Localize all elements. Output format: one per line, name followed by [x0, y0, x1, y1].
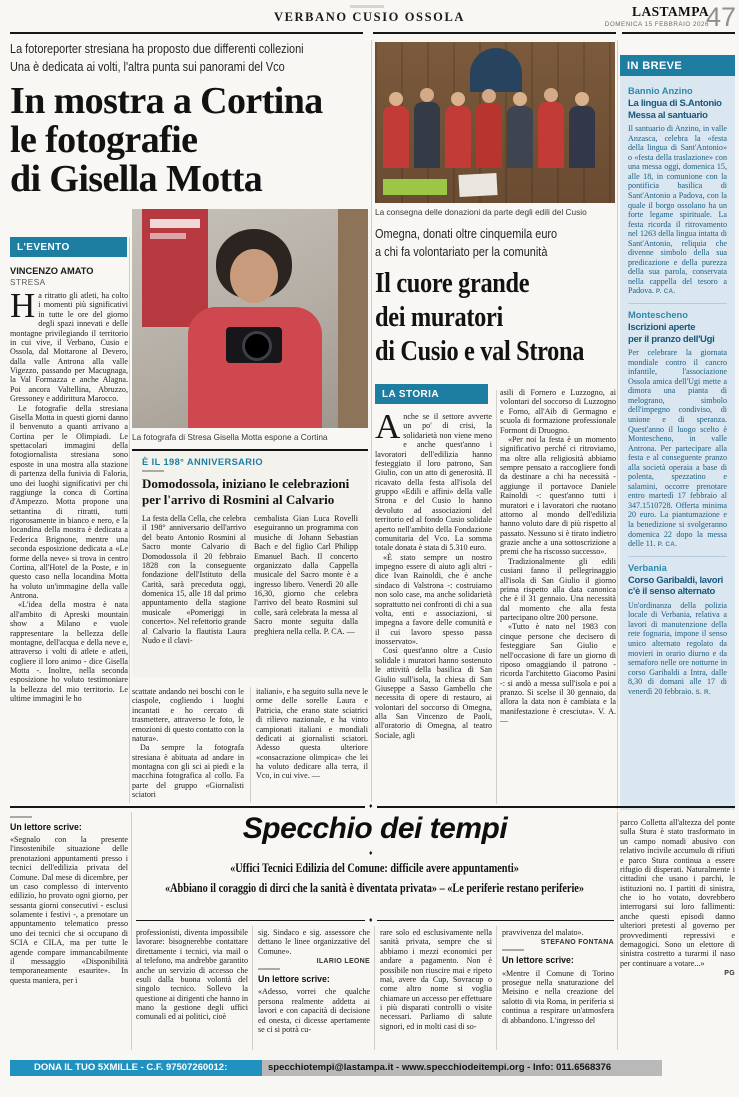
- header-rule-left: [10, 32, 363, 34]
- photo2-jacket-shape: [538, 102, 564, 168]
- brief-title: Iscrizioni aperte per il pranzo dell'Ugi: [628, 322, 715, 345]
- column-divider: [129, 237, 130, 803]
- photo1-door-shape: [338, 209, 368, 428]
- brief-body: Un'ordinanza della polizia locale di Verbania, relativa a lavori di manutenzione della rete fognaria, impone il senso unico alternato regolato da movieri in orario diurno e da semaforo nelle ore notturne in corso Garibaldi a Intra, dalle 8,30 di domani alle 17 di venerdì 20 febbraio. S. R.: [628, 600, 727, 696]
- photo2-head-shape: [482, 89, 496, 103]
- middle-col2-p3: Tradizionalmente gli edili cusiani fanno il pellegrinaggio all'isola di San Giulio il giorno prima rispetto alla data canonica che è il 31 gennaio. Una necessità dal momento che alla festa partecipano oltre 200 persone.: [500, 556, 616, 622]
- letter-signature: PG: [724, 970, 735, 977]
- photo1-caption: La fotografa di Stresa Gisella Motta espone a Cortina: [132, 432, 328, 442]
- photo1-poster-text-shape2: [150, 233, 186, 239]
- photo2-window-shape: [470, 48, 522, 92]
- event-badge: L'EVENTO: [10, 237, 127, 257]
- specchio-colB: professionisti, diventa impossibile lavorare: bisognerebbe contattare direttamente i tecnici, via mail o al telefono, ma andrebbe garantito anche un servizio di accesso che esuli dalla buona volontà del singolo tecnico. Sollevo la questione ai dirigenti che hanno in mano la gestione degli uffici comunali ed ai politici, cioè: [136, 928, 248, 1022]
- anniversary-col1: La festa della Cella, che celebra il 198° anniversario dell'arrivo del beato Antonio Rosmini al Sacro monte Calvario di Domodossola il 20 febbraio 1828 con la conseguente fondazione dell'Istituto della Carità, sarà preceduta oggi, domenica 15, alle 18 dal primo appuntamento della stagione musicale «Pomeriggi in concerto». Nel refettorio grande al Calvario la flautista Laura Nudo e il clavi-: [142, 514, 246, 645]
- main-body-col1: [10, 291, 128, 803]
- photo2-caption: La consegna delle donazioni da parte degli edili del Cusio: [375, 207, 587, 217]
- brief-title: La lingua di S.Antonio Messa al santuario: [628, 98, 722, 121]
- specchio-colC: sig. Sindaco e sig. assessore che dettano le linee organizzative del Comune». ILARIO LEONE Un lettore scrive: «Adesso, vorrei che qualche persona realmente addetta ai lavori e con capacità di decisione ed onesta, ci dicesse apertamente se ci si potrà cu-: [258, 928, 370, 1034]
- drop-cap: H: [10, 291, 36, 325]
- anniversary-col2: cembalista Gian Luca Rovelli eseguiranno un programma con musiche di Johann Sebastian Bach e del figlio Carl Philipp Emanuel Bach. Il concerto organizzato dalla Cappella musicale del Sacro monte è a ingresso libero. Venerdì 20 alle 16,30, giorno che celebra l'arrivo del beato Rosmini sul colle, sarà celebrata la messa al Sacro monte seguita dalla preghiera nella cella. P. CA. —: [254, 514, 358, 636]
- lettore-label: Un lettore scrive:: [258, 974, 330, 985]
- middle-col2-p1: asili di Fornero e Luzzogno, ai volontari del soccorso di Luzzogno e Forno, all'Aib di Germagno e scuola di formazione professionale Formont di Druogno.: [500, 388, 616, 435]
- photo2-head-shape: [513, 92, 527, 106]
- photo2-banner-shape: [383, 179, 447, 195]
- main-col2-p2: Da sempre la fotografa stresiana è abituata ad andare in montagna con gli sci ai piedi e la macchina fotografica al collo. Fa parte del gruppo «Giornalisti sciatori: [132, 743, 244, 800]
- in-breve-item-verbania: [628, 556, 727, 704]
- photo1-poster-text-shape: [150, 219, 200, 228]
- dateline: STRESA: [10, 277, 46, 287]
- letters-divider: [496, 926, 497, 1050]
- anniversary-kicker: È IL 198° ANNIVERSARIO: [142, 457, 264, 467]
- diamond-icon: ♦: [365, 802, 377, 810]
- drop-cap: A: [375, 412, 401, 446]
- letter-minirule: [258, 968, 280, 970]
- brief-signature: S. R.: [695, 688, 711, 696]
- anniversary-headline-line1: Domodossola, iniziano le celebrazioni: [142, 476, 350, 491]
- letters-divider: [374, 926, 375, 1050]
- column-divider: [250, 687, 251, 803]
- photo1-jacket-shape: [188, 307, 322, 428]
- photo2-head-shape: [451, 92, 465, 106]
- byline: VINCENZO AMATO: [10, 266, 94, 276]
- in-breve-header: IN BREVE: [620, 55, 735, 76]
- specchio-quotes: [135, 858, 613, 898]
- main-col2-p1: scattate andando nei boschi con le ciaspole, cogliendo i luoghi incantati e ho cercato di trasmettere, attraverso le foto, le emozioni di questo contatto con la natura».: [132, 687, 244, 743]
- photo2-head-shape: [575, 92, 589, 106]
- main-col1-p2: Le fotografie della stresiana Gisella Motta in questi giorni danno il benvenuto a quanti arrivano a Cortina per le Olimpiadi. Le spettacolari immagini della fotogiornalista stresiana sono esposte in una mostra alla stazione di partenza della funivia di Faloria, uno dei luoghi significativi per chi raggiunge la conca di Cortina d'Ampezzo. Motta propone una settantina di ritratti, tutti rigorosamente in bianco e nero, e la locandina della mostra è dedicata a Federica Brignone, mentre una seconda esposizione dedicata a «Le forme della neve» si trova in centro Cortina, all'Hotel de la Poste, e in questo caso nella locandina Motta ha voluto un'immagine della valle Antrona.: [10, 403, 128, 600]
- main-col3-p1: italiani», e ha seguito sulla neve le orme delle sorelle Laura e Patricia, che erano state sciatrici di rilievo nazionale, e ha vinto campionati italiani e mondiali dedicati ai giornalisti sciatori. Adesso questa ulteriore «consacrazione olimpica» che lei ha voluto dedicare alla terra, il Vco, in cui vive. —: [256, 687, 368, 781]
- in-breve-item-montescheno: [628, 303, 727, 556]
- photo1-face-shape: [230, 249, 278, 303]
- specchio-colA: [10, 816, 128, 1035]
- letter-text: «Segnalo con la presente l'insostenibile situazione delle prenotazioni appuntamenti presso i tecnici dell'edilizia privata del Comune. Dal mese di dicembre, per un caso complesso di intervento edilizio, ho provato ogni giorno, per sessanta giorni consecutivi - esclusi solamente i festivi -, a prenotare un appuntamento telematico presso uno dei tecnici che si occupano di SCIA e CILA, ma per tutte le agende compare immancabilmente il messaggio «Disponibilità temporaneamente esaurite». In questa maniera, per i: [10, 835, 128, 985]
- main-kicker: [10, 40, 371, 77]
- brief-kicker: Verbania: [628, 562, 667, 573]
- middle-standfirst: [375, 225, 619, 262]
- main-col1-p1: a ritratto gli atleti, ha colto i momenti più significativi in tutte le ore del giorno degli spazi innevati e delle montagne privilegiando il territorio in cui vive, il Verbano, Cusio e Ossola, dal Mottarone al Devero, dalla valle Antrona alla valle Vigezzo, passando per Macugnaga, la Val Formazza e anche Alagna. Poi ancora Valtellina, Abruzzo, Gressoney e addirittura Marocco.: [10, 291, 128, 404]
- main-headline-line2: le fotografie: [10, 119, 198, 161]
- main-kicker-line2: Una è dedicata ai volti, l'altra punta sui panorami del Vco: [10, 59, 285, 75]
- letters-divider: [131, 812, 132, 1050]
- section-title: VERBANO CUSIO OSSOLA: [273, 10, 466, 24]
- main-headline: [10, 82, 370, 199]
- middle-col2-p4: «Tutto è nato nel 1983 con cinque persone che decisero di festeggiare San Giulio e nell'occasione di fare un giorno di riposo omaggiando il patrono - ricorda l'architetto Giacomo Pasini -: si andò a messa sull'isola e poi a pranzo. Si scelse il 30 gennaio, da allora la data non è cambiata e la manifestazione è cresciuta». V. A. —: [500, 622, 616, 726]
- middle-col1-p2: «È stato sempre un nostro impegno essere di aiuto agli altri - dice Ivan Rainoldi, che è anche sindaco di Valstrona -: costruiamo non solo case, ma anche solidarietà soprattutto nei confronti di chi a sua volta, enti e associazioni, si impegna a favore delle comunità e il cui lavoro spesso passa inosservato».: [375, 552, 492, 646]
- main-vertical-divider: [371, 40, 372, 806]
- lettore-label: Un lettore scrive:: [502, 955, 574, 966]
- middle-col2-p2: «Per noi la festa è un momento significativo perché ci ritroviamo, ma oltre alla religiosità abbiamo sempre pensato a raccogliere fondi da destinare a chi ha necessità - aggiunge il portavoce Daniele Rainoldi -: quest'anno tutti i muratori e i lavoratori che ruotano attorno al mondo dell'edilizia hanno voluto dare di più rispetto al passato. Nessuno si è tirato indietro grazie anche a una sottoscrizione a premi che ha riscosso successo».: [500, 434, 616, 557]
- photo2-sheet-shape: [458, 173, 497, 197]
- column-divider: [496, 390, 497, 804]
- lettore-label: Un lettore scrive:: [10, 822, 82, 832]
- brief-kicker: Montescheno: [628, 310, 688, 320]
- photo2-head-shape: [544, 88, 558, 102]
- masthead-block: [605, 4, 709, 28]
- middle-headline-line2: dei muratori: [375, 301, 503, 333]
- photo2-head-shape: [389, 92, 403, 106]
- in-breve-panel: [620, 76, 735, 810]
- letter-signature: ILARIO LEONE: [316, 958, 370, 966]
- main-body-col2: [132, 687, 244, 805]
- main-kicker-line1: La fotoreporter stresiana ha proposto due differenti collezioni: [10, 41, 304, 56]
- middle-col1-p1: nche se il settore avverte un po' di crisi, la solidarietà non viene meno e anche quest'anno i lavoratori dell'edilizia hanno festeggiato il loro patrono, San Giulio, con un atto di generosità. Il ricavato della festa all'isola del gruppo «Edili e affini» della valle Strona e del Cusio lo hanno devoluto ad associazioni del territorio ed al fondo Cusio solidale aperto nell'ambito della Fondazione comunitaria del Vco. La somma totale donata è stata di 5.310 euro.: [375, 412, 492, 553]
- middle-col1-p3: Così quest'anno oltre a Cusio solidale i muratori hanno sostenuto le attività della basilica di San Giulio sull'isola, la chiesa di San Giuseppe a Sasso Gambello che necessita di opere di restauro, ai volontari del soccorso di Omegna, alla San Vincenzo de Paoli, all'oratorio di Omegna, al teatro Sociale, agli: [375, 646, 492, 740]
- main-body-col3: [256, 687, 368, 805]
- photo2-jacket-shape: [445, 106, 471, 168]
- edition-date: DOMENICA 15 FEBBRAIO 2026: [604, 21, 709, 28]
- storia-badge: LA STORIA: [375, 384, 488, 404]
- specchio-colF: parco Colletta all'altezza del ponte sulla Stura è stato trasformato in un campo nomadi abusivo con relativo incivile accumulo di rifiuti e parco Stura continua a essere rifugio di disperati. Naturalmente i cittadini che usano i parchi, le istituzioni no. I partiti di sinistra, che io ho votato, dovrebbero interrogarsi sui loro fallimenti: anche questi episodi danno ulteriori pretesti al governo per provvedimenti repressivi e demagogici. Sono un elettore di sinistra costretto a turarmi il naso per continuare a votare...» PG: [620, 818, 735, 977]
- middle-body-col2: [500, 388, 616, 804]
- main-headline-line1: In mostra a Cortina: [10, 80, 323, 122]
- photo1-lens-shape: [242, 331, 272, 361]
- header-rule-right: [622, 32, 735, 34]
- letter-signature: STEFANO FONTANA: [540, 939, 614, 947]
- brief-title: Corso Garibaldi, lavori c'è il senso alternato: [628, 574, 723, 598]
- photo2-jacket-shape: [476, 103, 502, 168]
- anniversary-minirule: [142, 470, 164, 472]
- quote-line1: «Uffici Tecnici Edilizia del Comune: difficile avere appuntamenti»: [230, 861, 519, 875]
- middle-headline-line1: Il cuore grande: [375, 267, 530, 299]
- letters-divider: [617, 812, 618, 1050]
- letter-minirule: [502, 949, 524, 951]
- photo-gisella-motta: [132, 209, 368, 428]
- page-number: 47: [705, 2, 736, 32]
- middle-headline: [375, 266, 615, 368]
- letter-minirule: [10, 816, 32, 818]
- specchio-colD: rare solo ed esclusivamente nella sanità privata, sempre che si abbiamo i mezzi economici per andare a pagamento. Non è possibile non riuscire mai e ripeto mai, avere da Cup, Sovracup o come altro nome si voglia chiamare un accesso per effettuare i più disparati controlli o visite necessari. Parliamo di salute signori, ed in molti casi di so-: [380, 928, 492, 1031]
- specchio-contacts-banner: specchiotempi@lastampa.it - www.specchiodeitempi.org - Info: 011.6568376: [262, 1060, 662, 1076]
- middle-body-col1: [375, 412, 492, 804]
- fold-mark: [350, 5, 384, 8]
- photo2-head-shape: [420, 88, 434, 102]
- photo2-jacket-shape: [414, 102, 440, 168]
- sidebar-vertical-divider: [617, 40, 618, 810]
- dona-5xmille-banner: DONA IL TUO 5XMILLE - C.F. 97507260012:: [10, 1060, 262, 1076]
- photo2-jacket-shape: [507, 106, 533, 168]
- photo2-jacket-shape: [569, 106, 595, 168]
- brief-signature: P. CA.: [657, 541, 678, 549]
- letters-divider: [252, 926, 253, 1050]
- brief-body: Per celebrare la giornata mondiale contro il cancro infantile, l'associazione Ossola amica dell'Ugi mette a dimora una pianta di melograno, simbolo dell'impegno condiviso, di unione e di speranza. Quest'anno il luogo scelto è Montescheno, in valle Antrona. Per partecipare alla festa e al conseguente pranzo alla società operaia a base di polenta, spezzatino e salamini, occorre prenotare entro martedì 17 febbraio al 347.1510728. Offerta minima 20 euro. La piantumazione e la benedizione si svolgeranno domenica 22 dopo la messa delle 11. P. CA.: [628, 348, 727, 549]
- main-headline-line3: di Gisella Motta: [10, 158, 263, 200]
- main-col1-p3: «L'idea della mostra è nata all'ambito di Apreski mountain show a Milano e vuole rappresentare la bellezza delle montagne, dell'acqua e della neve e, attraverso i volti di atlete e atleti, cogliere il loro animo - dice Gisella Motta -. Inoltre, nella seconda esposizione ho voluto testimoniare la bellezza del mio territorio. Le ultime immagini le ho: [10, 600, 128, 704]
- anniversary-body: [142, 514, 358, 664]
- specchio-title: Specchio dei tempi: [242, 812, 508, 845]
- anniversary-box: [132, 449, 368, 677]
- in-breve-item-bannio-anzino: [628, 80, 727, 303]
- photo-edili-donazioni: [375, 42, 615, 203]
- brief-signature: P. CA.: [655, 288, 676, 296]
- middle-headline-line3: di Cusio e val Strona: [375, 335, 585, 367]
- masthead: LASTAMPA: [632, 4, 709, 19]
- specchio-colE: pravvivenza del malato». STEFANO FONTANA Un lettore scrive: «Mentre il Comune di Torino prosegue nella snaturazione del Meisino e nella creazione del salotto di via Roma, in periferia si continua a respirare un'atmosfera di abbandono. L'ingresso del: [502, 928, 614, 1025]
- header-rule-middle: [373, 32, 616, 34]
- diamond-icon: ♦: [365, 849, 377, 857]
- brief-kicker: Bannio Anzino: [628, 86, 693, 96]
- anniversary-headline: [142, 476, 358, 508]
- middle-standfirst-line2: a chi fa volontariato per la comunità: [375, 244, 548, 260]
- quote-line2: «Abbiano il coraggio di dirci che la sanità è diventata privata» – «Le periferie restano periferie»: [165, 881, 584, 895]
- middle-standfirst-line1: Omegna, donati oltre cinquemila euro: [375, 226, 558, 241]
- photo2-jacket-shape: [383, 106, 409, 168]
- brief-body: Il santuario di Anzino, in valle Anzasca, celebra la «festa della lingua di Sant'Antonio» o «festa della traslazione» con una messa oggi, domenica 15, alle 18, in comunione con la pontificia basilica di Sant'Antonio a Padova, con la quale il borgo ossolano ha un forte legame spirituale. La festa ricorda il ritrovamento nel 1263 della lingua intatta di Sant'Antonio, reliquia che divenne simbolo della sua predicazione e della purezza della sua parola, conservata nella cappella del tesoro a Padova. P. CA.: [628, 124, 727, 296]
- diamond-icon: ♦: [365, 916, 377, 924]
- anniversary-headline-line2: per l'arrivo di Rosmini al Calvario: [142, 492, 335, 507]
